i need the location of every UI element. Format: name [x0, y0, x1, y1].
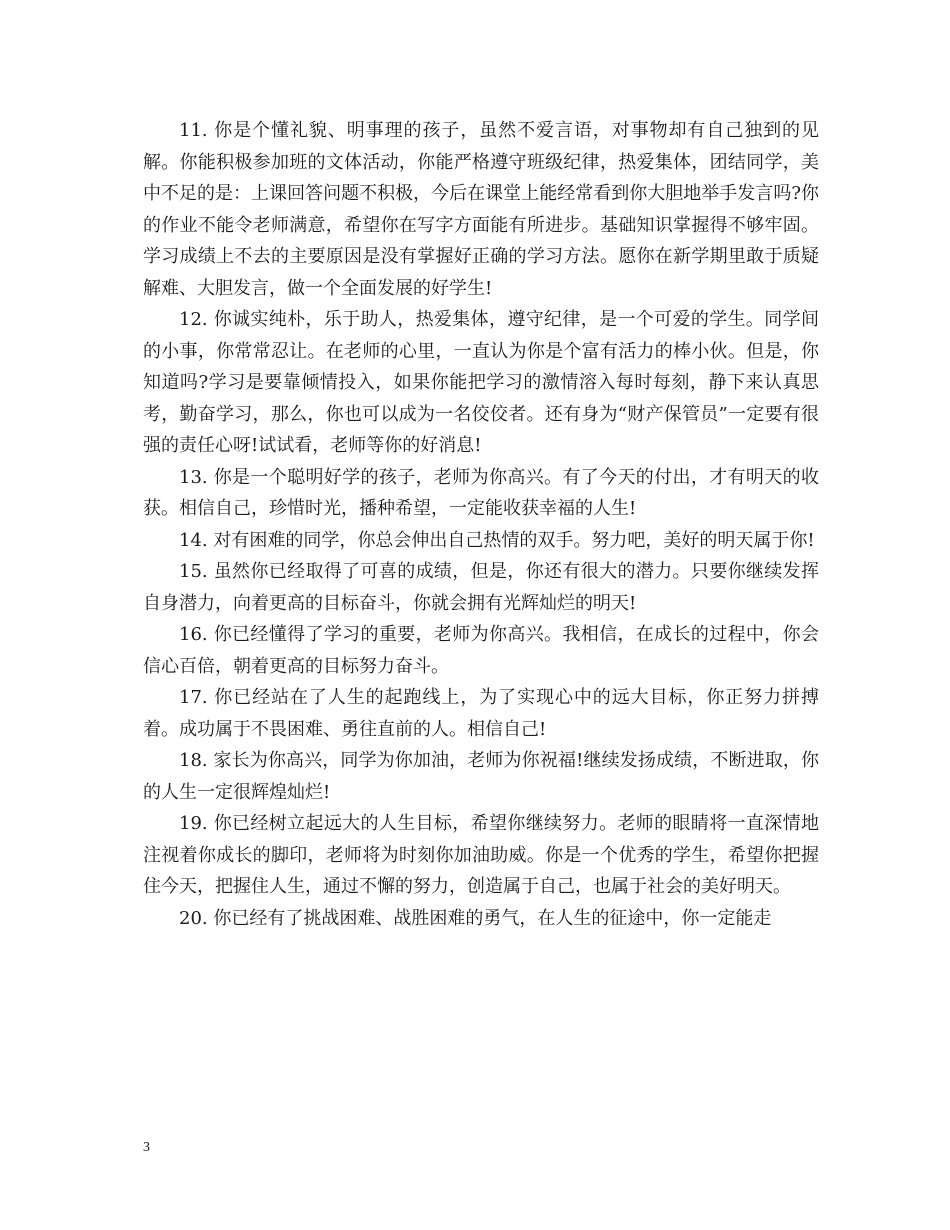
paragraph-16: 16. 你已经懂得了学习的重要，老师为你高兴。我相信，在成长的过程中，你会信心百倍，朝着更高的目标努力奋斗。: [143, 624, 819, 677]
paragraph-17: 17. 你已经站在了人生的起跑线上，为了实现心中的远大目标，你正努力拼搏着。成功属于不畏困难、勇往直前的人。相信自己!: [143, 687, 819, 740]
paragraph-19: 19. 你已经树立起远大的人生目标，希望你继续努力。老师的眼睛将一直深情地注视着你成长的脚印，老师将为时刻你加油助威。你是一个优秀的学生，希望你把握住今天，把握住人生，通过不懈的努力，创造属于自己，也属于社会的美好明天。: [143, 813, 819, 897]
paragraph-18: 18. 家长为你高兴，同学为你加油，老师为你祝福!继续发扬成绩，不断进取，你的人生一定很辉煌灿烂!: [143, 750, 819, 803]
paragraph-20: 20. 你已经有了挑战困难、战胜困难的勇气，在人生的征途中，你一定能走: [179, 907, 772, 929]
paragraph-13: 13. 你是一个聪明好学的孩子，老师为你高兴。有了今天的付出，才有明天的收获。相信自己，珍惜时光，播种希望，一定能收获幸福的人生!: [143, 466, 819, 519]
paragraph-12: 12. 你诚实纯朴，乐于助人，热爱集体，遵守纪律，是一个可爱的学生。同学间的小事，你常常忍让。在老师的心里，一直认为你是个富有活力的棒小伙。但是，你知道吗?学习是要靠倾情投入，如果你能把学习的激情溶入每时每刻，静下来认真思考，勤奋学习，那么，你也可以成为一名佼佼者。还有身为“财产保管员”一定要有很强的责任心呀!试试看，老师等你的好消息!: [143, 309, 819, 456]
page-number: 3: [143, 1140, 150, 1155]
paragraph-15: 15. 虽然你已经取得了可喜的成绩，但是，你还有很大的潜力。只要你继续发挥自身潜力，向着更高的目标奋斗，你就会拥有光辉灿烂的明天!: [143, 561, 819, 614]
paragraph-11: 11. 你是个懂礼貌、明事理的孩子，虽然不爱言语，对事物却有自己独到的见解。你能积极参加班的文体活动，你能严格遵守班级纪律，热爱集体，团结同学，美中不足的是：上课回答问题不积极，今后在课堂上能经常看到你大胆地举手发言吗?你的作业不能令老师满意，希望你在写字方面能有所进步。基础知识掌握得不够牢固。学习成绩上不去的主要原因是没有掌握好正确的学习方法。愿你在新学期里敢于质疑解难、大胆发言，做一个全面发展的好学生!: [143, 120, 819, 299]
document-body: [143, 115, 819, 934]
paragraph-14: 14. 对有困难的同学，你总会伸出自己热情的双手。努力吧，美好的明天属于你!: [179, 529, 815, 551]
